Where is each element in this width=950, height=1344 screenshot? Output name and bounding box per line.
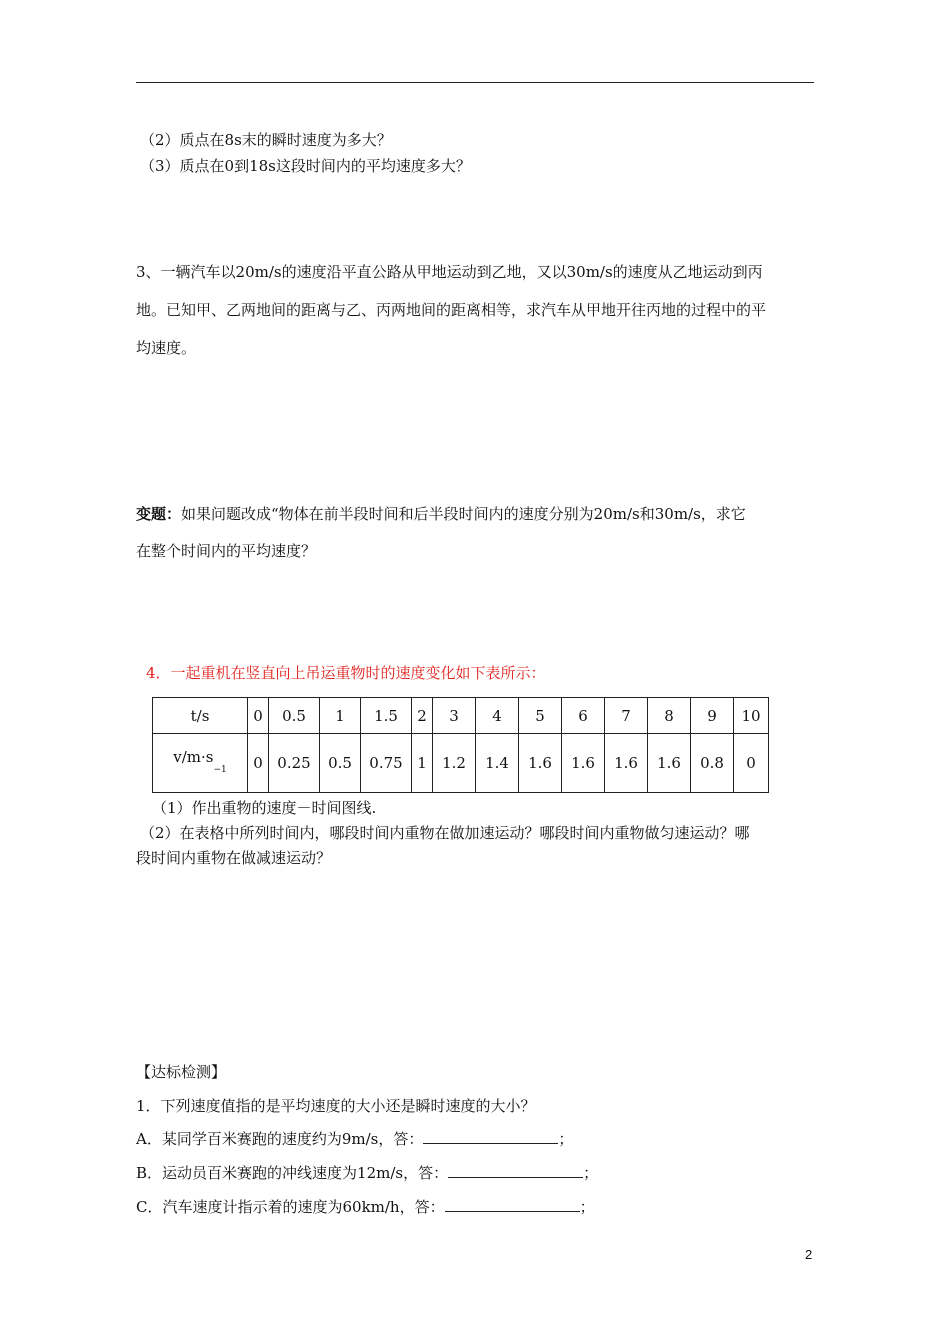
question-4-part-1: （1）作出重物的速度－时间图线. [152, 799, 377, 817]
velocity-header-unit: v/m·s [173, 747, 214, 766]
velocity-cell: 0.8 [691, 734, 734, 793]
time-cell: 3 [433, 698, 476, 734]
check-option-a-text: A．某同学百米赛跑的速度约为9m/s，答： [136, 1130, 424, 1148]
velocity-cell: 0 [248, 734, 269, 793]
time-cell: 7 [605, 698, 648, 734]
velocity-cell: 1 [412, 734, 433, 793]
velocity-cell: 0 [734, 734, 769, 793]
speed-table [152, 697, 769, 793]
question-4-title: 4．一起重机在竖直向上吊运重物时的速度变化如下表所示： [146, 664, 546, 682]
velocity-cell: 1.6 [648, 734, 691, 793]
time-cell: 6 [562, 698, 605, 734]
time-cell: 8 [648, 698, 691, 734]
velocity-cell: 0.75 [361, 734, 412, 793]
variant-label: 变题： [136, 505, 182, 523]
time-cell: 1.5 [361, 698, 412, 734]
check-option-c [136, 1197, 595, 1217]
check-option-b [136, 1163, 598, 1183]
check-option-c-end: ； [579, 1198, 595, 1216]
velocity-header-exponent: −1 [213, 764, 227, 775]
time-cell: 5 [519, 698, 562, 734]
question-4-part-2-line-2: 段时间内重物在做减速运动？ [136, 849, 332, 867]
velocity-cell: 0.25 [269, 734, 320, 793]
question-3-line-3: 均速度。 [136, 339, 197, 357]
check-option-b-text: B．运动员百米赛跑的冲线速度为12m/s，答： [136, 1164, 449, 1182]
section-title: 【达标检测】 [136, 1063, 227, 1081]
time-header: t/s [153, 698, 248, 734]
time-cell: 4 [476, 698, 519, 734]
variant-line-1 [136, 504, 746, 524]
velocity-cell: 1.6 [605, 734, 648, 793]
question-2-part-3: （3）质点在0到18s这段时间内的平均速度多大？ [140, 157, 471, 175]
question-3-line-1: 3、一辆汽车以20m/s的速度沿平直公路从甲地运动到乙地，又以30m/s的速度从乙地运动到丙 [136, 263, 763, 281]
check-option-c-text: C．汽车速度计指示着的速度为60km/h，答： [136, 1198, 445, 1216]
time-cell: 1 [320, 698, 361, 734]
time-cell: 9 [691, 698, 734, 734]
velocity-cell: 1.6 [519, 734, 562, 793]
answer-blank-b[interactable] [448, 1163, 583, 1178]
time-cell: 2 [412, 698, 433, 734]
velocity-cell: 0.5 [320, 734, 361, 793]
velocity-row [153, 734, 769, 793]
velocity-header [153, 734, 248, 793]
velocity-cell: 1.2 [433, 734, 476, 793]
check-option-a [136, 1129, 573, 1149]
check-question-1: 1．下列速度值指的是平均速度的大小还是瞬时速度的大小？ [136, 1097, 536, 1115]
time-cell: 10 [734, 698, 769, 734]
variant-line-2: 在整个时间内的平均速度？ [136, 542, 317, 560]
question-2-part-2: （2）质点在8s末的瞬时速度为多大？ [140, 131, 392, 149]
header-rule [136, 82, 814, 83]
time-row [153, 698, 769, 734]
answer-blank-c[interactable] [445, 1197, 580, 1212]
question-3-line-2: 地。已知甲、乙两地间的距离与乙、丙两地间的距离相等，求汽车从甲地开往丙地的过程中的平 [136, 301, 767, 319]
page-number: 2 [805, 1247, 813, 1262]
time-cell: 0.5 [269, 698, 320, 734]
question-4-part-2-line-1: （2）在表格中所列时间内，哪段时间内重物在做加速运动？哪段时间内重物做匀速运动？哪 [140, 824, 750, 842]
check-option-b-end: ； [583, 1164, 599, 1182]
velocity-cell: 1.6 [562, 734, 605, 793]
time-cell: 0 [248, 698, 269, 734]
variant-text: 如果问题改成“物体在前半段时间和后半段时间内的速度分别为20m/s和30m/s，求它 [181, 505, 746, 523]
velocity-cell: 1.4 [476, 734, 519, 793]
answer-blank-a[interactable] [423, 1129, 558, 1144]
check-option-a-end: ； [558, 1130, 574, 1148]
